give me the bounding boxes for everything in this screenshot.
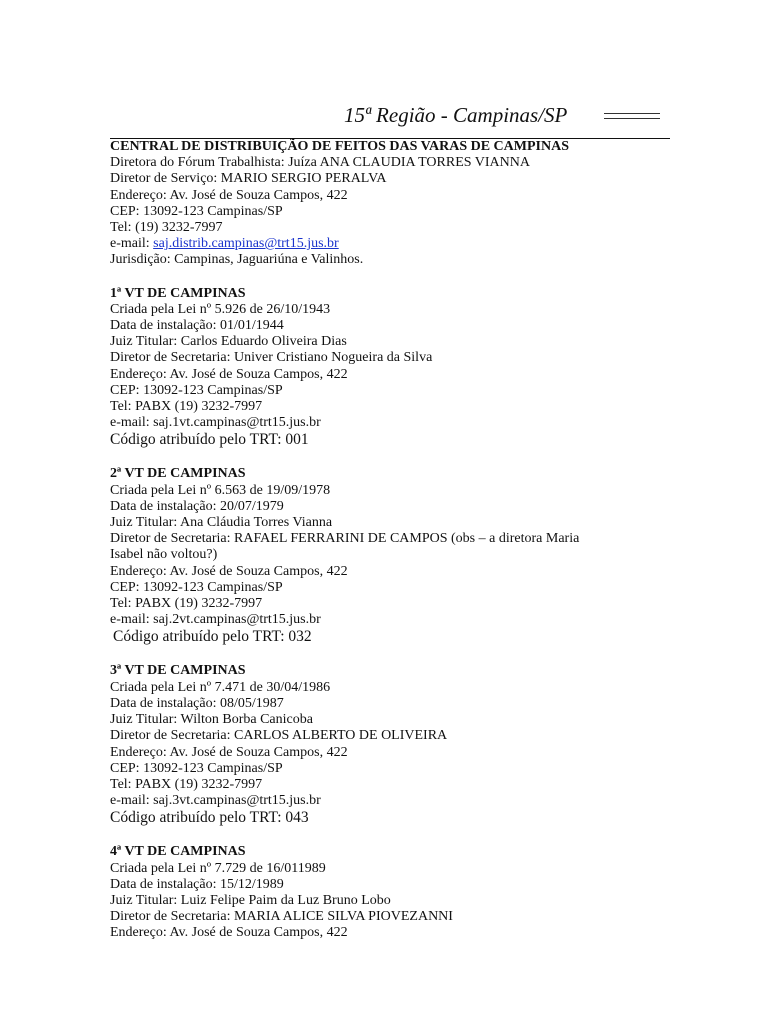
vara-juiz: Juiz Titular: Carlos Eduardo Oliveira Dias [110, 334, 347, 350]
vara-4-section [110, 844, 670, 941]
vara-endereco: Endereço: Av. José de Souza Campos, 422 [110, 563, 348, 579]
document-body [110, 139, 670, 942]
section-gap [110, 449, 670, 466]
vara-tel: Tel: PABX (19) 3232-7997 [110, 776, 263, 792]
central-section [110, 139, 670, 269]
vara-diretor: Diretor de Secretaria: MARIA ALICE SILVA PIOVEZANNI [110, 909, 453, 925]
vara-3-section [110, 663, 670, 827]
vara-tel: Tel: PABX (19) 3232-7997 [110, 399, 263, 415]
vara-instalacao: Data de instalação: 20/07/1979 [110, 498, 284, 514]
vara-juiz: Juiz Titular: Luiz Felipe Paim da Luz Bruno Lobo [110, 892, 391, 908]
section-gap [110, 646, 670, 663]
vara-juiz: Juiz Titular: Wilton Borba Canicoba [110, 712, 313, 728]
vara-criada: Criada pela Lei nº 7.729 de 16/011989 [110, 860, 326, 876]
vara-criada: Criada pela Lei nº 5.926 de 26/10/1943 [110, 301, 331, 317]
section-gap [110, 827, 670, 844]
vara-title: 4ª VT DE CAMPINAS [110, 844, 246, 860]
vara-1-section [110, 286, 670, 450]
vara-codigo: Código atribuído pelo TRT: 043 [110, 809, 309, 827]
central-diretora: Diretora do Fórum Trabalhista: Juíza ANA CLAUDIA TORRES VIANNA [110, 155, 530, 171]
vara-endereco: Endereço: Av. José de Souza Campos, 422 [110, 744, 348, 760]
vara-cep: CEP: 13092-123 Campinas/SP [110, 760, 283, 776]
vara-email: e-mail: saj.1vt.campinas@trt15.jus.br [110, 415, 321, 431]
vara-endereco: Endereço: Av. José de Souza Campos, 422 [110, 366, 348, 382]
vara-codigo: Código atribuído pelo TRT: 032 [113, 628, 312, 646]
vara-cep: CEP: 13092-123 Campinas/SP [110, 579, 283, 595]
section-gap [110, 269, 670, 286]
central-title: CENTRAL DE DISTRIBUIÇÃO DE FEITOS DAS VARAS DE CAMPINAS [110, 139, 569, 154]
vara-email: e-mail: saj.3vt.campinas@trt15.jus.br [110, 793, 321, 809]
vara-codigo: Código atribuído pelo TRT: 001 [110, 431, 309, 449]
central-email-label: e-mail: [110, 236, 154, 252]
region-title: 15ª Região - Campinas/SP [344, 103, 568, 127]
vara-2-section [110, 466, 670, 646]
central-cep: CEP: 13092-123 Campinas/SP [110, 203, 283, 219]
vara-diretor: Diretor de Secretaria: RAFAEL FERRARINI DE CAMPOS (obs – a diretora Maria [110, 531, 580, 547]
central-jurisdicao: Jurisdição: Campinas, Jaguariúna e Valinhos. [110, 252, 364, 268]
vara-endereco: Endereço: Av. José de Souza Campos, 422 [110, 925, 348, 941]
vara-instalacao: Data de instalação: 15/12/1989 [110, 876, 284, 892]
vara-instalacao: Data de instalação: 01/01/1944 [110, 318, 284, 334]
central-tel: Tel: (19) 3232-7997 [110, 220, 223, 236]
vara-cep: CEP: 13092-123 Campinas/SP [110, 382, 283, 398]
page-header [330, 101, 670, 131]
vara-title: 3ª VT DE CAMPINAS [110, 663, 246, 679]
central-diretor-servico: Diretor de Serviço: MARIO SERGIO PERALVA [110, 171, 387, 187]
vara-diretor: Diretor de Secretaria: CARLOS ALBERTO DE OLIVEIRA [110, 728, 448, 744]
vara-criada: Criada pela Lei nº 7.471 de 30/04/1986 [110, 679, 331, 695]
vara-title: 1ª VT DE CAMPINAS [110, 285, 246, 301]
vara-diretor: Diretor de Secretaria: Univer Cristiano Nogueira da Silva [110, 350, 433, 366]
central-email-link[interactable]: saj.distrib.campinas@trt15.jus.br [153, 236, 339, 252]
central-email-line [110, 236, 670, 252]
vara-diretor-cont: Isabel não voltou?) [110, 547, 218, 563]
vara-instalacao: Data de instalação: 08/05/1987 [110, 695, 284, 711]
header-ornament-double-line [604, 113, 660, 119]
central-endereco: Endereço: Av. José de Souza Campos, 422 [110, 187, 348, 203]
vara-criada: Criada pela Lei nº 6.563 de 19/09/1978 [110, 482, 331, 498]
vara-title: 2ª VT DE CAMPINAS [110, 466, 246, 482]
vara-juiz: Juiz Titular: Ana Cláudia Torres Vianna [110, 515, 333, 531]
vara-tel: Tel: PABX (19) 3232-7997 [110, 596, 263, 612]
vara-email: e-mail: saj.2vt.campinas@trt15.jus.br [110, 612, 321, 628]
